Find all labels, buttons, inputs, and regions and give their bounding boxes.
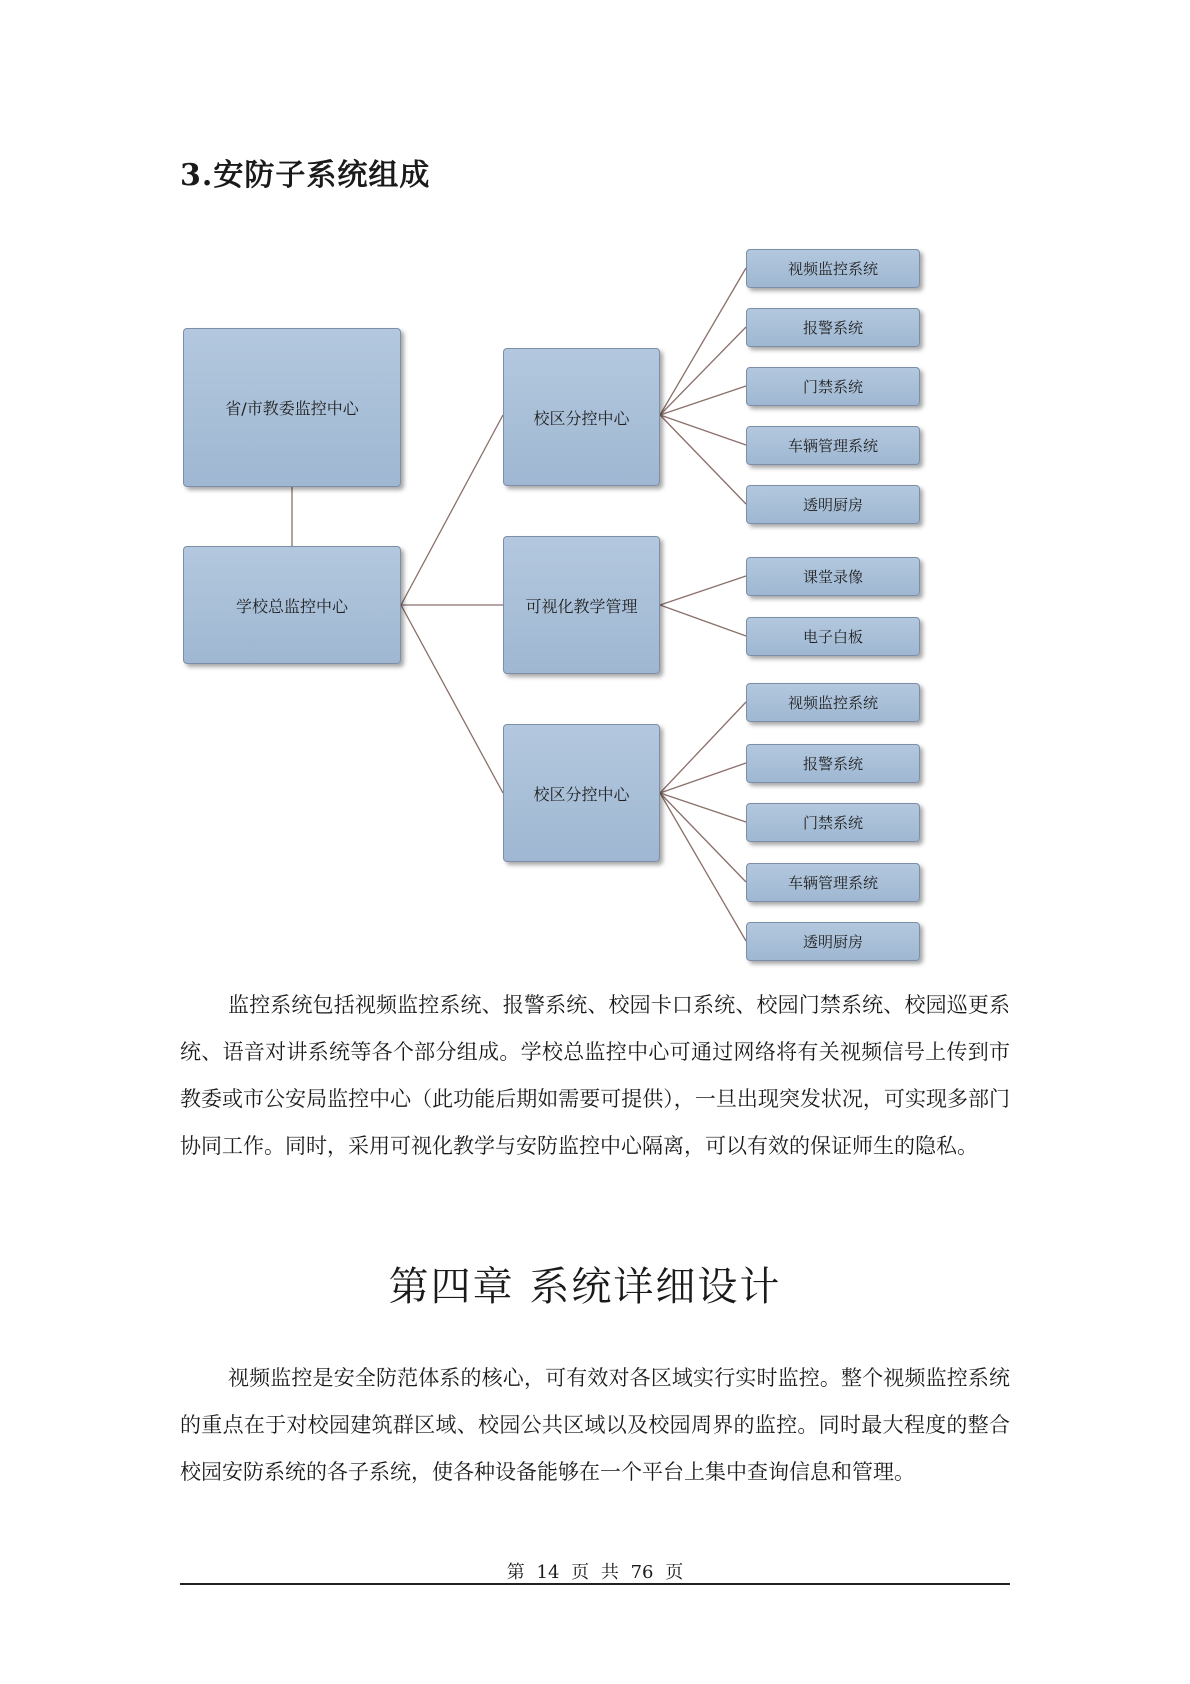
connector-line [660, 415, 746, 504]
connector-line [660, 268, 746, 415]
chapter-title: 第四章 系统详细设计 [388, 1264, 782, 1310]
subsystem-node: 车辆管理系统 [746, 863, 920, 902]
subsystem-node: 门禁系统 [746, 367, 920, 406]
paragraph-text: 监控系统包括视频监控系统、报警系统、校园卡口系统、校园门禁系统、校园巡更系统、语音对讲系统等各个部分组成。学校总监控中心可通过网络将有关视频信号上传到市教委或市公安局监控中心（此功能后期如需要可提供），一旦出现突发状况，可实现多部门协同工作。同时，采用可视化教学与安防监控中心隔离，可以有效的保证师生的隐私。 [180, 993, 1010, 1158]
subsystem-node: 报警系统 [746, 744, 920, 783]
connector-line [660, 415, 746, 445]
connector-line [401, 605, 503, 793]
footer-divider [180, 1583, 1010, 1585]
connector-line [660, 605, 746, 636]
campus-center-node: 校区分控中心 [503, 724, 660, 862]
visual-teaching-node: 可视化教学管理 [503, 536, 660, 674]
connector-line [660, 763, 746, 793]
page-footer: 第 14 页 共 76 页 [506, 1562, 684, 1583]
subsystem-node: 透明厨房 [746, 922, 920, 961]
subsystem-node: 报警系统 [746, 308, 920, 347]
province-center-node: 省/市教委监控中心 [183, 328, 401, 487]
subsystem-node: 门禁系统 [746, 803, 920, 842]
connector-line [660, 793, 746, 822]
school-center-node: 学校总监控中心 [183, 546, 401, 664]
body-paragraph [180, 982, 1010, 1170]
connector-line [660, 327, 746, 415]
body-paragraph [180, 1355, 1010, 1496]
campus-center-node: 校区分控中心 [503, 348, 660, 486]
subsystem-node: 视频监控系统 [746, 249, 920, 288]
section-heading: 3.安防子系统组成 [180, 158, 431, 193]
connector-line [660, 793, 746, 882]
connector-line [660, 576, 746, 605]
subsystem-node: 车辆管理系统 [746, 426, 920, 465]
subsystem-node: 课堂录像 [746, 557, 920, 596]
paragraph-text: 视频监控是安全防范体系的核心，可有效对各区域实行实时监控。整个视频监控系统的重点在于对校园建筑群区域、校园公共区域以及校园周界的监控。同时最大程度的整合校园安防系统的各子系统，使各种设备能够在一个平台上集中查询信息和管理。 [180, 1366, 1010, 1484]
subsystem-node: 透明厨房 [746, 485, 920, 524]
connector-line [660, 386, 746, 415]
subsystem-node: 电子白板 [746, 617, 920, 656]
connector-line [660, 793, 746, 941]
connector-line [660, 702, 746, 793]
connector-line [401, 415, 503, 605]
subsystem-node: 视频监控系统 [746, 683, 920, 722]
